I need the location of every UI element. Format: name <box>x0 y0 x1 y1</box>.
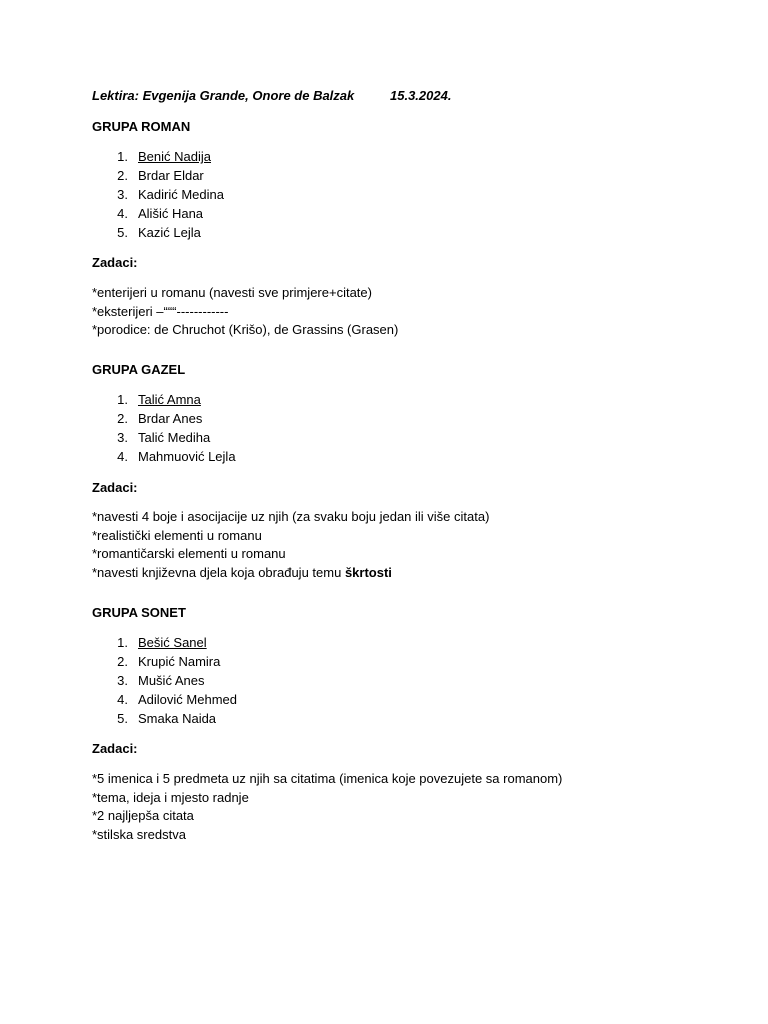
group-gazel-heading: GRUPA GAZEL <box>92 362 186 377</box>
group-gazel-tasks-label: Zadaci: <box>92 480 138 495</box>
task-item: *5 imenica i 5 predmeta uz njih sa citatima (imenica koje povezujete sa romanom) <box>92 771 563 786</box>
task-item: *navesti književna djela koja obrađuju temu škrtosti <box>92 565 392 581</box>
group-leader-name: Benić Nadija <box>138 149 211 164</box>
task-item: *navesti 4 boje i asocijacije uz njih (za svaku boju jedan ili više citata) <box>92 509 490 524</box>
group-roman-tasks-label: Zadaci: <box>92 255 138 270</box>
document-date: 15.3.2024. <box>390 88 452 103</box>
document-page: Lektira: Evgenija Grande, Onore de Balzak 15.3.2024. GRUPA ROMAN 1. Benić Nadija 2. Brdar Eldar 3. Kadirić Medina 4. Ališić Hana 5. Kazić Lejla Zadaci: *enterijeri u romanu (navesti sve primjere+citate) *eksterijeri –“““------------ *porodice: de Chruchot (Krišo), de Grassins (Grasen) GRUPA GAZEL 1. Talić Amna 2. Brdar Anes 3. Talić Mediha 4. Mahmuović Lejla Zadaci: *navesti 4 boje i asocijacije uz njih (za svaku boju jedan ili više citata) *realistički elementi u romanu *romantičarski elementi u romanu *navesti književna djela koja obrađuju temu škrtosti GRUPA SONET 1. Bešić Sanel 2. Krupić Namira 3. Mušić Anes 4. Adilović Mehmed 5. Smaka Naida Zadaci: *5 imenica i 5 predmeta uz njih sa citatima (imenica koje povezujete sa romanom) *tema, ideja i mjesto radnje *2 najljepša citata *stilska sredstva <box>0 0 768 1024</box>
task-item: *enterijeri u romanu (navesti sve primjere+citate) <box>92 285 372 300</box>
document-title: Lektira: Evgenija Grande, Onore de Balzak <box>92 88 355 103</box>
group-leader-name: Bešić Sanel <box>138 635 207 650</box>
task-item: *stilska sredstva <box>92 827 186 843</box>
group-sonet-tasks-label: Zadaci: <box>92 741 138 756</box>
task-item: *realistički elementi u romanu <box>92 527 262 543</box>
task-item: *porodice: de Chruchot (Krišo), de Grassins (Grasen) <box>92 322 399 338</box>
group-sonet-tasks <box>92 770 562 845</box>
group-sonet-heading: GRUPA SONET <box>92 605 186 620</box>
group-roman-tasks <box>92 284 398 340</box>
group-roman-heading: GRUPA ROMAN <box>92 119 191 134</box>
task-item: *2 najljepša citata <box>92 808 194 824</box>
group-leader-name: Talić Amna <box>138 392 201 407</box>
task-item: *tema, ideja i mjesto radnje <box>92 789 249 805</box>
task-item: *romantičarski elementi u romanu <box>92 546 286 562</box>
task-item: *eksterijeri –“““------------ <box>92 303 229 319</box>
group-gazel-tasks <box>92 508 489 583</box>
emphasized-word: škrtosti <box>344 565 392 581</box>
